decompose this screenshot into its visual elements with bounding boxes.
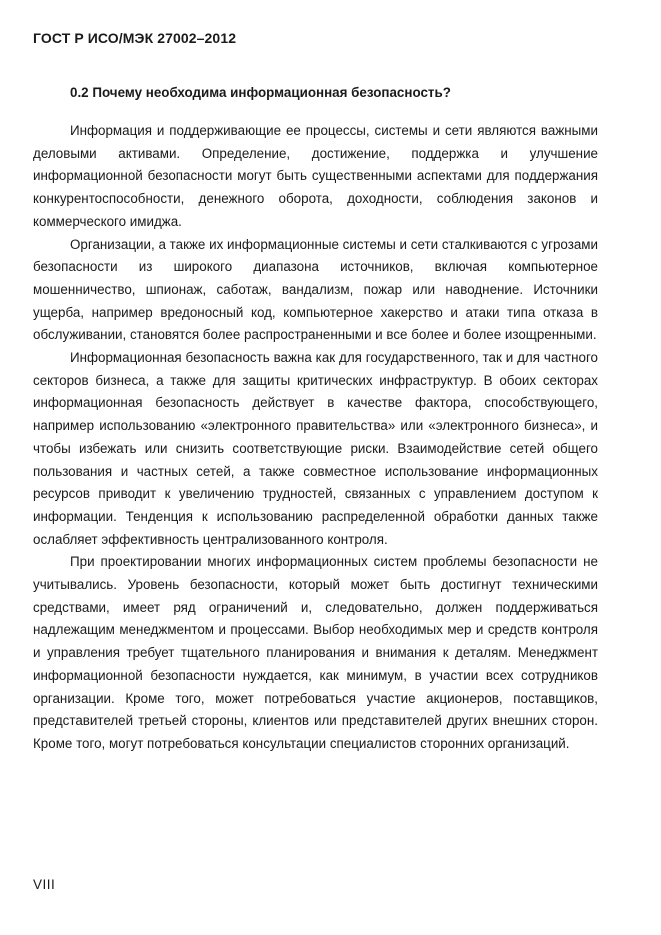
section-heading: 0.2 Почему необходима информационная безопасность? — [70, 85, 451, 100]
body-text — [33, 120, 598, 756]
paragraph-4: При проектировании многих информационных систем проблемы безопасности не учитывались. Уровень безопасности, который может быть достигнут техническими средствами, имеет ряд ограничений и, следовательно, должен поддерживаться надлежащим менеджментом и процессами. Выбор необходимых мер и средств контроля и управления требует тщательного планирования и внимания к деталям. Менеджмент информационной безопасности нуждается, как минимум, в участии всех сотрудников организации. Кроме того, может потребоваться участие акционеров, поставщиков, представителей третьей стороны, клиентов или представителей других внешних сторон. Кроме того, могут потребоваться консультации специалистов сторонних организаций. — [33, 554, 598, 751]
paragraph-1: Информация и поддерживающие ее процессы, системы и сети являются важными деловыми активами. Определение, достижение, поддержка и улучшение информационной безопасности могут быть существенными аспектами для поддержания конкурентоспособности, денежного оборота, доходности, соблюдения законов и коммерческого имиджа. — [33, 123, 598, 229]
document-header: ГОСТ Р ИСО/МЭК 27002–2012 — [33, 30, 237, 46]
page-number: VIII — [33, 877, 56, 892]
paragraph-3: Информационная безопасность важна как для государственного, так и для частного секторов бизнеса, а также для защиты критических инфраструктур. В обоих секторах информационная безопасность действует в качестве фактора, способствующего, например использованию «электронного правительства» или «электронного бизнеса», и чтобы избежать или снизить соответствующие риски. Взаимодействие сетей общего пользования и частных сетей, а также совместное использование информационных ресурсов приводит к увеличению трудностей, связанных с управлением доступом к информации. Тенденция к использованию распределенной обработки данных также ослабляет эффективность централизованного контроля. — [33, 350, 598, 547]
paragraph-2: Организации, а также их информационные системы и сети сталкиваются с угрозами безопасности из широкого диапазона источников, включая компьютерное мошенничество, шпионаж, саботаж, вандализм, пожар или наводнение. Источники ущерба, например вредоносный код, компьютерное хакерство и атаки типа отказа в обслуживании, становятся более распространенными и все более и более изощренными. — [33, 236, 598, 343]
